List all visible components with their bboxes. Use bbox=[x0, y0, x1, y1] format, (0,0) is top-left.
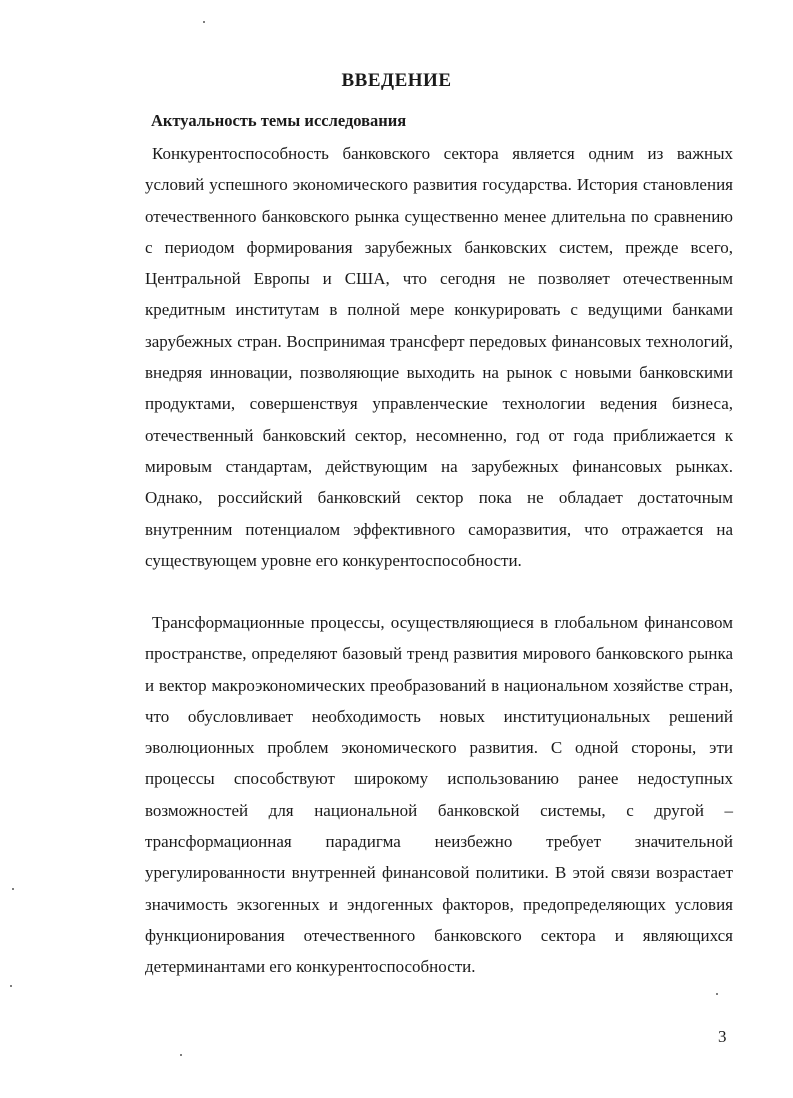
paragraph-1 bbox=[145, 138, 733, 576]
paragraph-2-text: Трансформационные процессы, осуществляющиеся в глобальном финансовом пространстве, определяют базовый тренд развития мирового банковского рынка и вектор макроэкономических преобразований в национальном хозяйстве стран, что обусловливает необходимость новых институциональных решений эволюционных проблем экономического развития. С одной стороны, эти процессы способствуют широкому использованию ранее недоступных возможностей для национальной банковской системы, с другой – трансформационная парадигма неизбежно требует значительной урегулированности внутренней финансовой политики. В этой связи возрастает значимость экзогенных и эндогенных факторов, предопределяющих условия функционирования отечественного банковского сектора и являющихся детерминантами его конкурентоспособности. bbox=[145, 613, 733, 977]
paragraph-2 bbox=[145, 607, 733, 983]
scan-speck bbox=[716, 993, 718, 995]
section-subtitle: Актуальность темы исследования bbox=[151, 111, 407, 130]
scan-speck bbox=[203, 21, 205, 23]
page-title: ВВЕДЕНИЕ bbox=[341, 70, 452, 91]
scan-speck bbox=[12, 888, 14, 890]
paragraph-1-text: Конкурентоспособность банковского сектора является одним из важных условий успешного экономического развития государства. История становления отечественного банковского рынка существенно менее длительна по сравнению с периодом формирования зарубежных банковских систем, прежде всего, Центральной Европы и США, что сегодня не позволяет отечественным кредитным институтам в полной мере конкурировать с ведущими банками зарубежных стран. Воспринимая трансферт передовых финансовых технологий, внедряя инновации, позволяющие выходить на рынок с новыми банковскими продуктами, совершенствуя управленческие технологии ведения бизнеса, отечественный банковский сектор, несомненно, год от года приближается к мировым стандартам, действующим на зарубежных финансовых рынках. Однако, российский банковский сектор пока не обладает достаточным внутренним потенциалом эффективного саморазвития, что отражается на существующем уровне его конкурентоспособности. bbox=[145, 144, 733, 570]
page-number: 3 bbox=[718, 1027, 727, 1046]
scan-speck bbox=[10, 985, 12, 987]
scan-speck bbox=[180, 1054, 182, 1056]
